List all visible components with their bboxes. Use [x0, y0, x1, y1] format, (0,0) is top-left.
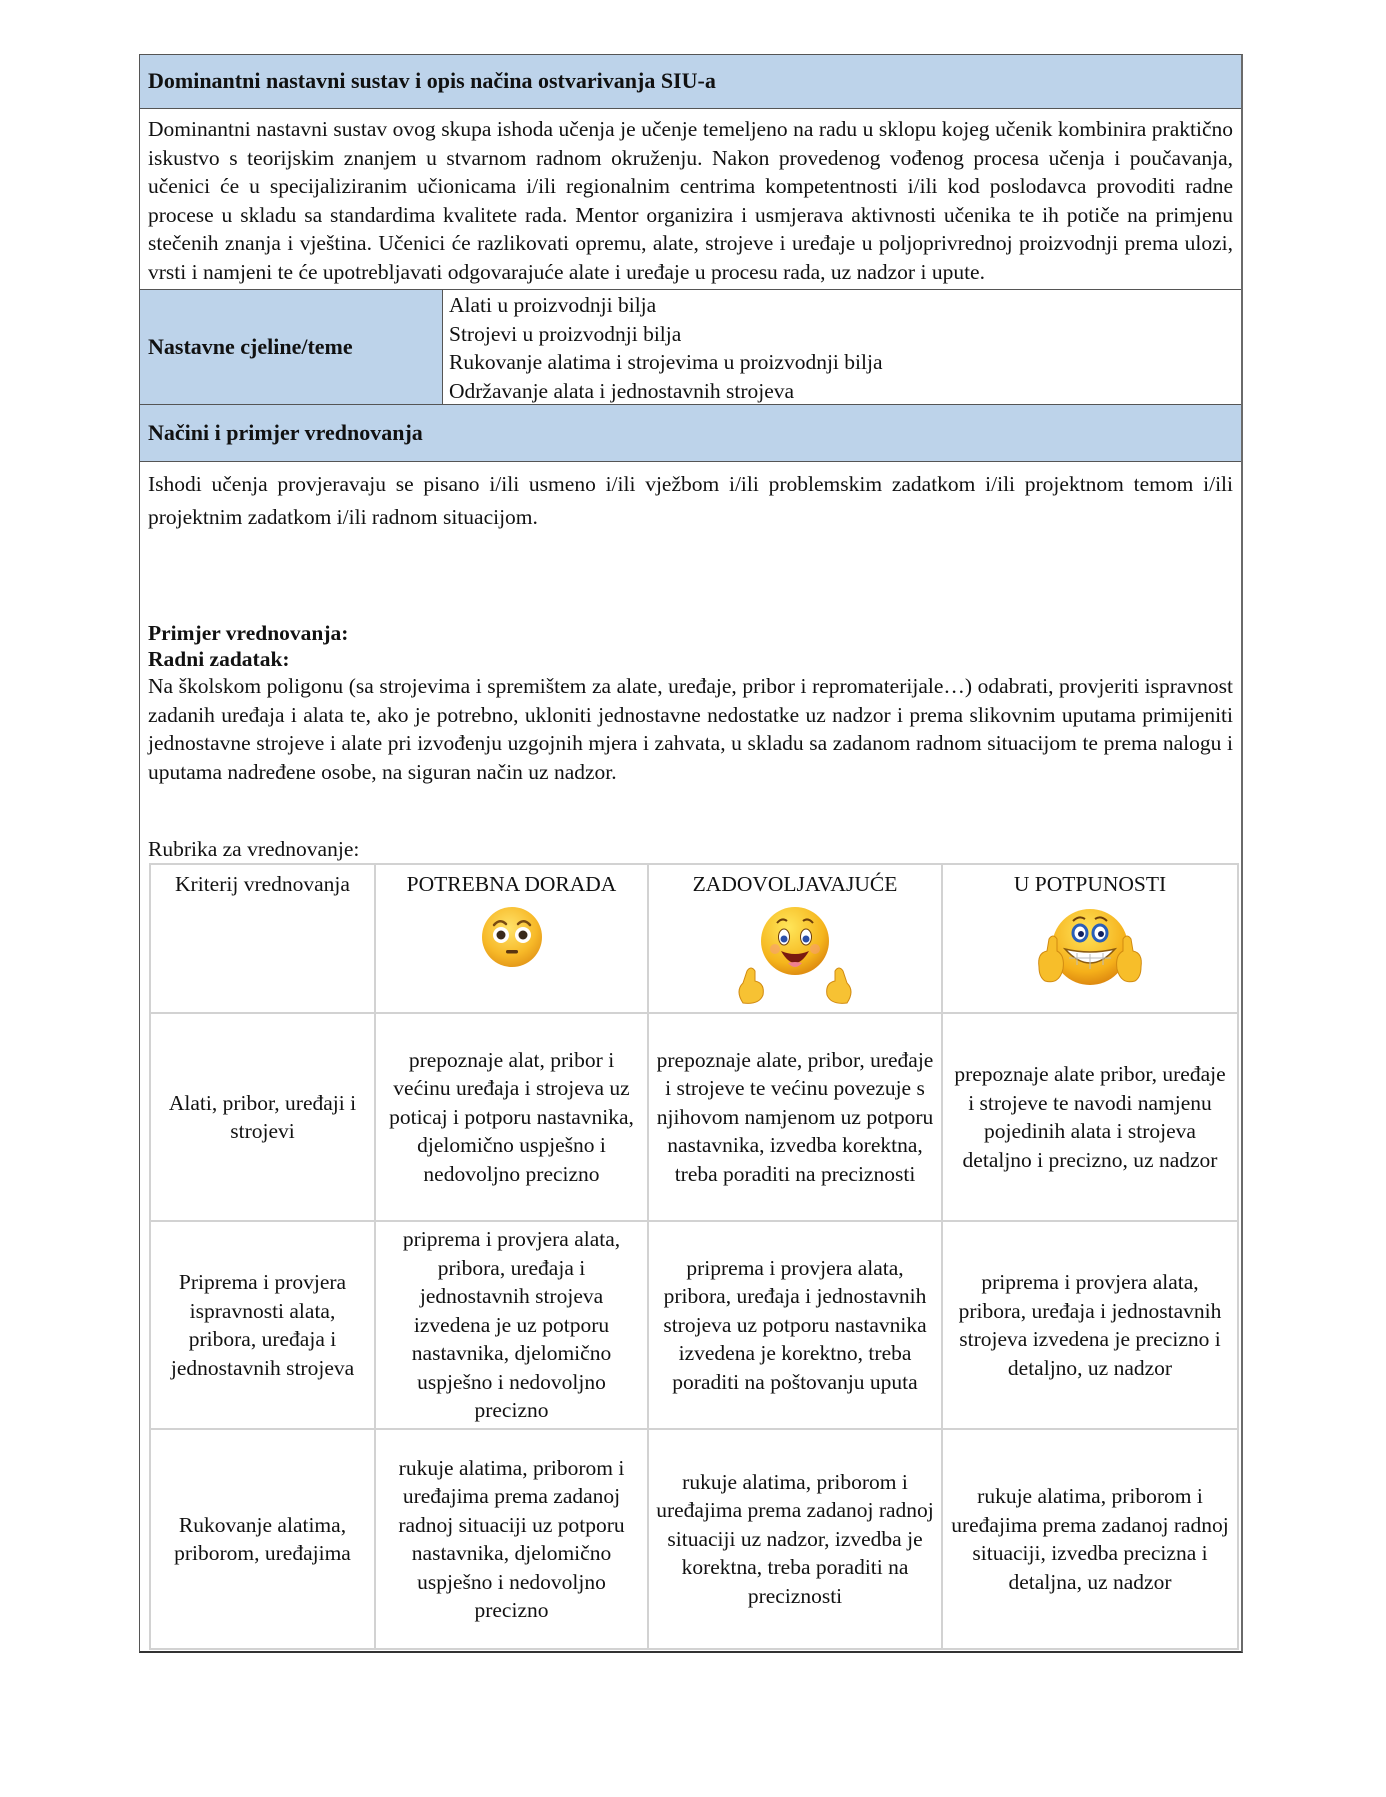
criterion-cell: Priprema i provjera ispravnosti alata, pribora, uređaja i jednostavnih strojeva — [150, 1221, 375, 1429]
complete-cell: rukuje alatima, priborom i uređajima prema zadanoj radnoj situaciji, izvedba precizna i detaljna, uz nadzor — [942, 1429, 1238, 1649]
column-label: ZADOVOLJAVAJUĆE — [692, 872, 898, 896]
document-page — [139, 54, 1243, 1653]
criterion-cell: Rukovanje alatima, priborom, uređajima — [150, 1429, 375, 1649]
topic-item: Održavanje alata i jednostavnih strojeva — [449, 378, 795, 403]
topics-label-text: Nastavne cjeline/teme — [148, 334, 353, 359]
happy-face-pointing-emoji-icon — [725, 905, 865, 1005]
siu-table — [139, 54, 1243, 1653]
section-header-dominant-system: Dominantni nastavni sustav i opis načina ostvarivanja SIU-a — [140, 55, 1241, 109]
complete-cell: prepoznaje alate pribor, uređaje i strojeve te navodi namjenu pojedinih alata i strojeva detaljno i precizno, uz nadzor — [942, 1013, 1238, 1221]
rubric-col-complete — [942, 864, 1238, 1013]
needs-work-cell: prepoznaje alat, pribor i većinu uređaja i strojeva uz poticaj i potporu nastavnika, djelomično uspješno i nedovoljno precizno — [375, 1013, 648, 1221]
dominant-system-paragraph: Dominantni nastavni sustav ovog skupa ishoda učenja je učenje temeljeno na radu u sklopu kojeg učenik kombinira praktično iskustvo s teorijskim znanjem u stvarnom radnom okruženju. Nakon provedenog vođenog procesa učenja i poučavanja, učenici će u specijaliziranim učionicama i/ili regionalnim centrima kompetentnosti i/ili kod poslodavca provoditi radne procese u skladu sa standardima kvalitete rada. Mentor organizira i usmjerava aktivnosti učenika te ih potiče na primjenu stečenih znanja i vještina. Učenici će razlikovati opremu, alate, strojeve i uređaje u poljoprivrednoj proizvodnji prema ulozi, vrsti i namjeni te će upotrebljavati odgovarajuće alate i uređaje u procesu rada, uz nadzor i upute. — [140, 109, 1241, 290]
evaluation-methods-text: Ishodi učenja provjeravaju se pisano i/ili usmeno i/ili vježbom i/ili problemskim zadatkom i/ili projektnom temom i/ili projektnim zadatkom i/ili radnom situacijom. — [148, 472, 1233, 529]
needs-work-cell: priprema i provjera alata, pribora, uređaja i jednostavnih strojeva izvedena je uz potporu nastavnika, djelomično uspješno i nedovoljno precizno — [375, 1221, 648, 1429]
needs-work-cell: rukuje alatima, priborom i uređajima prema zadanoj radnoj situaciji uz potporu nastavnika, djelomično uspješno i nedovoljno precizno — [375, 1429, 648, 1649]
rubric-col-needs-work — [375, 864, 648, 1013]
grinning-thumbs-up-emoji-icon — [1035, 905, 1145, 993]
column-label: POTREBNA DORADA — [406, 872, 617, 896]
column-label: Kriterij vrednovanja — [175, 872, 350, 896]
column-label: U POTPUNOSTI — [1013, 872, 1167, 896]
rubric-table — [149, 863, 1239, 1650]
rubric-col-criterion — [150, 864, 375, 1013]
task-text: Na školskom poligonu (sa strojevima i spremištem za alate, uređaje, pribor i repromaterijale…) odabrati, provjeriti ispravnost zadanih uređaja i alata te, ako je potrebno, ukloniti jednostavne nedostatke uz nadzor i prema slikovnim uputama primijeniti jednostavne strojeve i alate pri izvođenju uzgojnih mjera i zahvata, u skladu sa zadanom radnom situacijom te prema nalogu i uputama nadređene osobe, na siguran način uz nadzor. — [148, 674, 1233, 784]
evaluation-body — [140, 462, 1241, 1651]
rubric-row — [150, 1429, 1238, 1649]
satisfactory-cell: priprema i provjera alata, pribora, uređaja i jednostavnih strojeva uz potporu nastavnika izvedena je korektno, treba poraditi na poštovanju uputa — [648, 1221, 942, 1429]
satisfactory-cell: rukuje alatima, priborom i uređajima prema zadanoj radnoj situaciji uz nadzor, izvedba je korektna, treba poraditi na preciznosti — [648, 1429, 942, 1649]
section-header-evaluation: Načini i primjer vrednovanja — [140, 405, 1241, 462]
rubric-header-row — [150, 864, 1238, 1013]
topics-row — [140, 290, 1241, 405]
criterion-cell: Alati, pribor, uređaji i strojevi — [150, 1013, 375, 1221]
topic-item: Alati u proizvodnji bilja — [449, 293, 657, 317]
topic-item: Rukovanje alatima i strojevima u proizvodnji bilja — [449, 350, 883, 374]
rubric-row — [150, 1013, 1238, 1221]
example-label: Primjer vrednovanja: — [148, 621, 349, 645]
rubric-col-satisfactory — [648, 864, 942, 1013]
topics-list — [443, 290, 1241, 404]
topics-label — [140, 290, 443, 404]
task-label: Radni zadatak: — [148, 647, 290, 671]
complete-cell: priprema i provjera alata, pribora, uređaja i jednostavnih strojeva izvedena je precizno i detaljno, uz nadzor — [942, 1221, 1238, 1429]
rubric-row — [150, 1221, 1238, 1429]
topic-item: Strojevi u proizvodnji bilja — [449, 321, 682, 346]
satisfactory-cell: prepoznaje alate, pribor, uređaje i strojeve te većinu povezuje s njihovom namjenom uz potporu nastavnika, izvedba korektna, treba poraditi na preciznosti — [648, 1013, 942, 1221]
flushed-face-emoji-icon — [480, 905, 544, 969]
rubric-label: Rubrika za vrednovanje: — [148, 837, 360, 861]
